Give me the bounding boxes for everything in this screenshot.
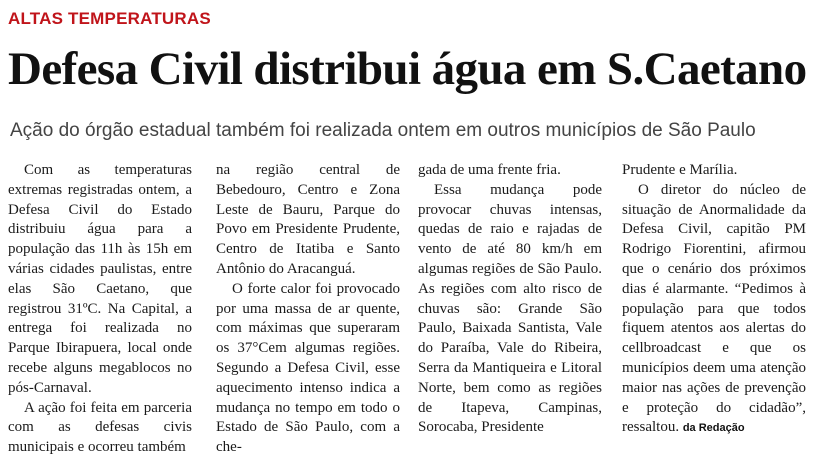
paragraph-text: O diretor do núcleo de situação de Anormalidade da Defesa Civil, capitão PM Rodrigo Fiorentini, afirmou que o cenário dos próximos dias é alarmante. “Pedimos à população para que todos fiquem atentos aos alertas do cellbroadcast e que os municípios deem uma atenção maior nas ações de prevenção e proteção do cidadão”, ressaltou.	[622, 181, 806, 436]
paragraph: Com as temperaturas extremas registradas ontem, a Defesa Civil do Estado distribuiu água para a população das 11h às 15h em várias cidades paulistas, entre elas São Caetano, que registrou 31ºC. Na Capital, a entrega foi realizada no Parque Ibirapuera, local onde recebe alguns megablocos no pós-Carnaval.	[8, 162, 192, 396]
paragraph: gada de uma frente fria.	[418, 162, 561, 178]
paragraph: O forte calor foi provocado por uma massa de ar quente, com máximas que superaram os 37°Cem algumas regiões. Segundo a Defesa Civil, esse aquecimento intenso indica a mudança no tempo em todo o Estado de São Paulo, com a che-	[216, 280, 400, 456]
article-column-2	[216, 161, 400, 458]
section-kicker: ALTAS TEMPERATURAS	[8, 9, 211, 28]
paragraph: Prudente e Marília.	[622, 162, 738, 178]
byline: da Redação	[682, 422, 745, 435]
paragraph-final	[622, 181, 806, 439]
subheadline: Ação do órgão estadual também foi realizada ontem em outros municípios de São Paulo	[10, 120, 756, 141]
paragraph: na região central de Bebedouro, Centro e Zona Leste de Bauru, Parque do Povo em Presidente Prudente, Centro de Itatiba e Santo Antônio do Aracanguá.	[216, 162, 400, 277]
article-column-4	[622, 161, 806, 439]
headline: Defesa Civil distribui água em S.Caetano	[8, 43, 807, 95]
article-column-3	[418, 161, 602, 438]
article-column-1	[8, 161, 192, 458]
paragraph: Essa mudança pode provocar chuvas intensas, quedas de raio e rajadas de vento de até 80 km/h em algumas regiões de São Paulo. As regiões com alto risco de chuvas são: Grande São Paulo, Baixada Santista, Vale do Paraíba, Vale do Ribeira, Serra da Mantiqueira e Litoral Norte, bem como as regiões de Itapeva, Campinas, Sorocaba, Presidente	[418, 181, 602, 436]
paragraph: A ação foi feita em parceria com as defesas civis municipais e ocorreu também	[8, 399, 192, 456]
